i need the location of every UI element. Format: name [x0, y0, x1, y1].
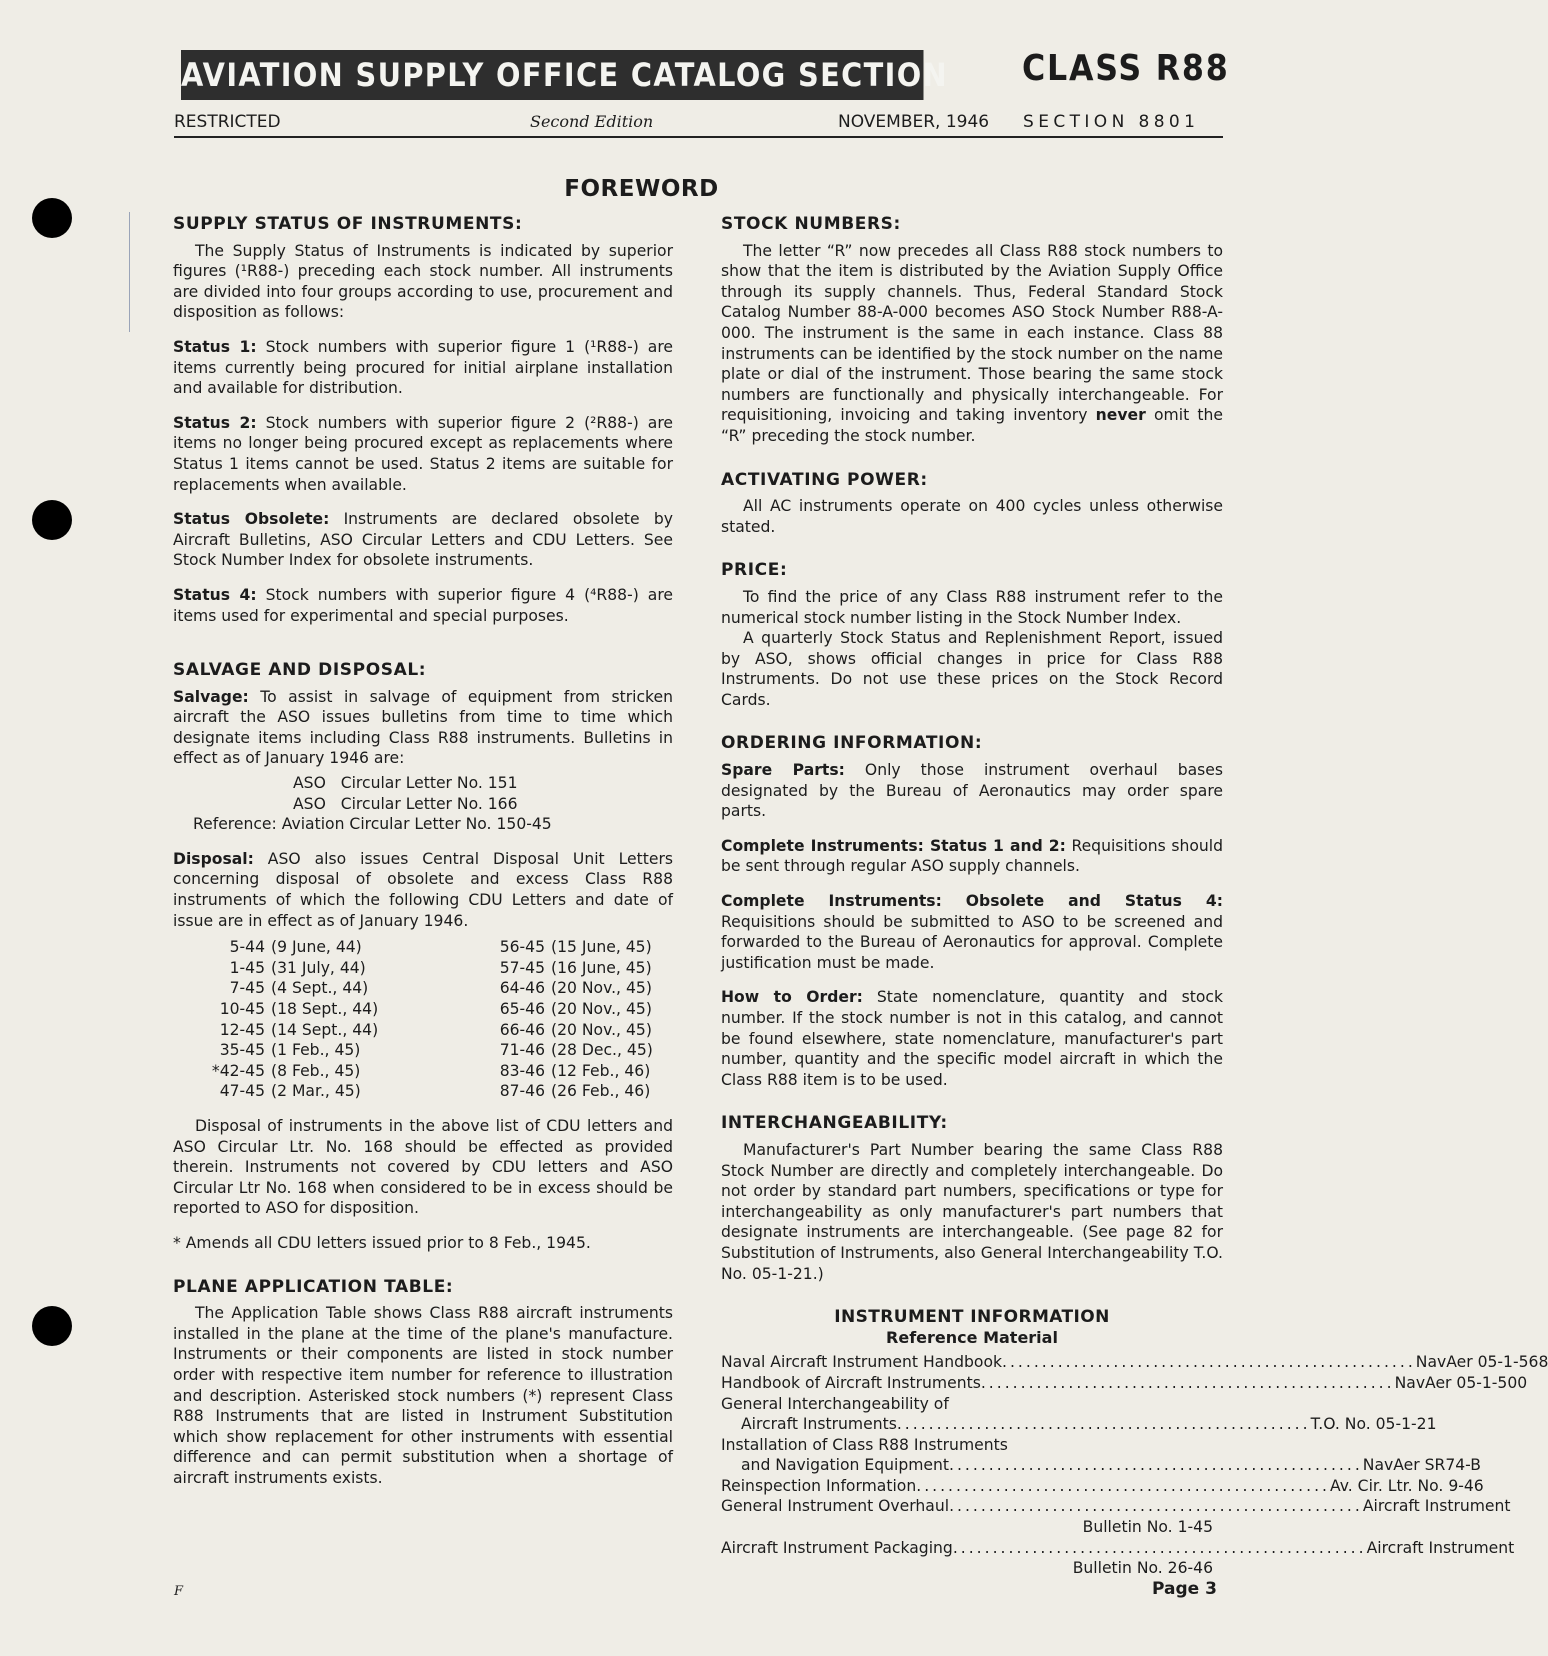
cdu-item: 87-46 (26 Feb., 46) [499, 1082, 651, 1101]
left-column [173, 214, 673, 1488]
reference-row-continued: Bulletin No. 26-46 [1072, 1559, 1213, 1578]
reference-row: General Instrument Overhaul .................................................... Aircraft Instrument [721, 1497, 1511, 1516]
page-number: Page 3 [1152, 1579, 1217, 1599]
cdu-column-1 [193, 937, 473, 1102]
reference-row: Reinspection Information .................................................... Av. Cir. Ltr. No. 9-46 [721, 1476, 1484, 1495]
reference-row: Aircraft Instruments .................................................... T.O. No. 05-1-21 [741, 1415, 1437, 1434]
bulletin-item: ASO Circular Letter No. 166 [293, 794, 518, 813]
cdu-item: 35-45 (1 Feb., 45) [219, 1041, 361, 1060]
cdu-item: 5-44 (9 June, 44) [229, 938, 362, 957]
ordering-heading: ORDERING INFORMATION: [721, 733, 983, 754]
stock-numbers-heading: STOCK NUMBERS: [721, 214, 901, 234]
header-rule [174, 136, 1223, 138]
cdu-item: 12-45 (14 Sept., 44) [219, 1020, 379, 1039]
reference-row-heading: Installation of Class R88 Instruments [721, 1435, 1008, 1454]
disposal-paragraph: Disposal: ASO also issues Central Disposal Unit Letters concerning disposal of obsolete and excess Class R88 instruments of which the following CDU Letters and date of issue are in effect as of January 1946. [173, 849, 673, 930]
footer-letter: F [174, 1584, 184, 1599]
activating-power-heading: ACTIVATING POWER: [721, 469, 928, 490]
cdu-item: 64-46 (20 Nov., 45) [499, 979, 652, 998]
price-heading: PRICE: [721, 560, 788, 581]
status-obsolete-paragraph: Status Obsolete: Instruments are declared obsolete by Aircraft Bulletins, ASO Circular Letters and CDU Letters. See Stock Number Index for obsolete instruments. [173, 510, 673, 570]
cdu-item: 71-46 (28 Dec., 45) [499, 1041, 653, 1060]
header-edition: Second Edition [530, 112, 654, 131]
status-2-paragraph: Status 2: Stock numbers with superior figure 2 (²R88-) are items no longer being procured except as replacements where Status 1 items cannot be used. Status 2 items are suitable for replacements when available. [173, 413, 674, 494]
cdu-item: 66-46 (20 Nov., 45) [499, 1020, 652, 1039]
bulletin-item: ASO Circular Letter No. 151 [293, 774, 518, 793]
reference-material-subtitle: Reference Material [886, 1327, 1058, 1347]
complete-status-1-2-paragraph: Complete Instruments: Status 1 and 2: Requisitions should be sent through regular ASO supply channels. [721, 836, 1223, 876]
activating-power-paragraph: All AC instruments operate on 400 cycles unless otherwise stated. [721, 497, 1223, 536]
disposal-after-paragraph: Disposal of instruments in the above list of CDU letters and ASO Circular Ltr. No. 168 should be effected as provided therein. Instruments not covered by CDU letters and ASO Circular Ltr No. 168 when considered to be in excess should be reported to ASO for disposition. [173, 1116, 673, 1218]
salvage-heading: SALVAGE AND DISPOSAL: [173, 660, 427, 681]
header-date: NOVEMBER, 1946 [838, 112, 990, 132]
cdu-item: 10-45 (18 Sept., 44) [219, 1000, 379, 1018]
status-1-paragraph: Status 1: Stock numbers with superior figure 1 (¹R88-) are items currently being procured for initial airplane installation and available for distribution. [173, 337, 674, 398]
cdu-item: 65-46 (20 Nov., 45) [499, 1000, 652, 1018]
cdu-letter-table [173, 937, 673, 1102]
header-banner: AVIATION SUPPLY OFFICE CATALOG SECTION [181, 50, 924, 100]
complete-obsolete-4-paragraph: Complete Instruments: Obsolete and Status 4: Requisitions should be submitted to ASO to be screened and forwarded to the Bureau of Aeronautics for approval. Complete justification must be made. [721, 892, 1223, 972]
binder-hole [32, 1306, 72, 1346]
plane-application-paragraph: The Application Table shows Class R88 aircraft instruments installed in the plane at the time of the plane's manufacture. Instruments or their components are listed in stock number order with respective item number for reference to illustration and description. Asterisked stock numbers (*) represent Class R88 Instruments that are listed in Instrument Substitution which show replacement for other instruments with essential difference and can permit substitution when a shortage of aircraft instruments exists. [173, 1304, 673, 1487]
status-4-paragraph: Status 4: Stock numbers with superior figure 4 (⁴R88-) are items used for experimental and special purposes. [173, 585, 674, 625]
reference-row: Handbook of Aircraft Instruments .................................................... NavAer 05-1-500 [721, 1373, 1528, 1392]
page-title: FOREWORD [564, 176, 719, 202]
plane-application-heading: PLANE APPLICATION TABLE: [173, 1276, 454, 1297]
reference-row-heading: General Interchangeability of [721, 1394, 949, 1413]
cdu-footnote: * Amends all CDU letters issued prior to 8 Feb., 1945. [173, 1233, 591, 1252]
header-section: SECTION 8801 [1023, 112, 1200, 132]
stock-numbers-paragraph: The letter “R” now precedes all Class R88 stock numbers to show that the item is distributed by the Aviation Supply Office through its supply channels. Thus, Federal Standard Stock Catalog Number 88-A-000 becomes ASO Stock Number R88-A-000. The instrument is the same in each instance. Class 88 instruments can be identified by the stock number on the name plate or dial of the instrument. Those bearing the same stock numbers are functionally and physically interchangeable. For requisitioning, invoicing and taking inventory never omit the “R” preceding the stock number. [721, 241, 1223, 445]
salvage-paragraph: Salvage: To assist in salvage of equipment from stricken aircraft the ASO issues bulletins from time to time which designate items including Class R88 instruments. Bulletins in effect as of January 1946 are: [173, 687, 673, 768]
bulletin-reference: Reference: Aviation Circular Letter No. 150-45 [193, 815, 552, 834]
cdu-column-2 [473, 937, 673, 1102]
reference-row-continued: Bulletin No. 1-45 [1082, 1518, 1213, 1537]
spare-parts-paragraph: Spare Parts: Only those instrument overhaul bases designated by the Bureau of Aeronautics may order spare parts. [721, 761, 1223, 821]
cdu-item: 1-45 (31 July, 44) [229, 958, 366, 977]
interchangeability-paragraph: Manufacturer's Part Number bearing the same Class R88 Stock Number are directly and completely interchangeable. Do not order by standard part numbers, specifications or type for interchangeability as only manufacturer's part numbers that designate instruments are interchangeable. (See page 82 for Substitution of Instruments, also General Interchangeability T.O. No. 05-1-21.) [721, 1140, 1223, 1283]
cdu-item: 7-45 (4 Sept., 44) [229, 979, 369, 998]
reference-row: Aircraft Instrument Packaging .................................................... Aircraft Instrument [721, 1538, 1515, 1557]
cdu-item: *42-45 (8 Feb., 45) [211, 1061, 361, 1080]
price-paragraph-1: To find the price of any Class R88 instrument refer to the numerical stock number listing in the Stock Number Index. [721, 587, 1223, 627]
cdu-item: 83-46 (12 Feb., 46) [499, 1061, 651, 1080]
header-restricted: RESTRICTED [174, 112, 281, 132]
cdu-item: 56-45 (15 June, 45) [499, 938, 652, 957]
supply-status-heading: SUPPLY STATUS OF INSTRUMENTS: [173, 214, 523, 234]
bulletin-list [173, 773, 673, 814]
reference-row: Naval Aircraft Instrument Handbook .................................................... NavAer 05-1-568 [721, 1353, 1548, 1372]
how-to-order-paragraph: How to Order: State nomenclature, quantity and stock number. If the stock number is not in this catalog, and cannot be found elsewhere, state nomenclature, manufacturer's part number, quantity and the specific model aircraft in which the Class R88 item is to be used. [721, 988, 1223, 1089]
binder-hole [32, 500, 72, 540]
price-paragraph-2: A quarterly Stock Status and Replenishment Report, issued by ASO, shows official changes in price for Class R88 Instruments. Do not use these prices on the Stock Record Cards. [721, 629, 1223, 709]
cdu-item: 57-45 (16 June, 45) [499, 958, 652, 977]
instrument-info-title: INSTRUMENT INFORMATION [834, 1307, 1110, 1328]
cdu-item: 47-45 (2 Mar., 45) [219, 1082, 361, 1101]
header-class: CLASS R88 [1022, 48, 1230, 89]
binder-hole [32, 198, 72, 238]
reference-row: and Navigation Equipment .................................................... NavAer SR74-B [741, 1456, 1481, 1475]
supply-status-intro: The Supply Status of Instruments is indicated by superior figures (¹R88-) preceding each stock number. All instruments are divided into four groups according to use, procurement and disposition as follows: [173, 241, 673, 322]
margin-mark [129, 212, 130, 332]
interchangeability-heading: INTERCHANGEABILITY: [721, 1113, 948, 1134]
reference-list [721, 1352, 1548, 1579]
right-column [721, 214, 1548, 1579]
